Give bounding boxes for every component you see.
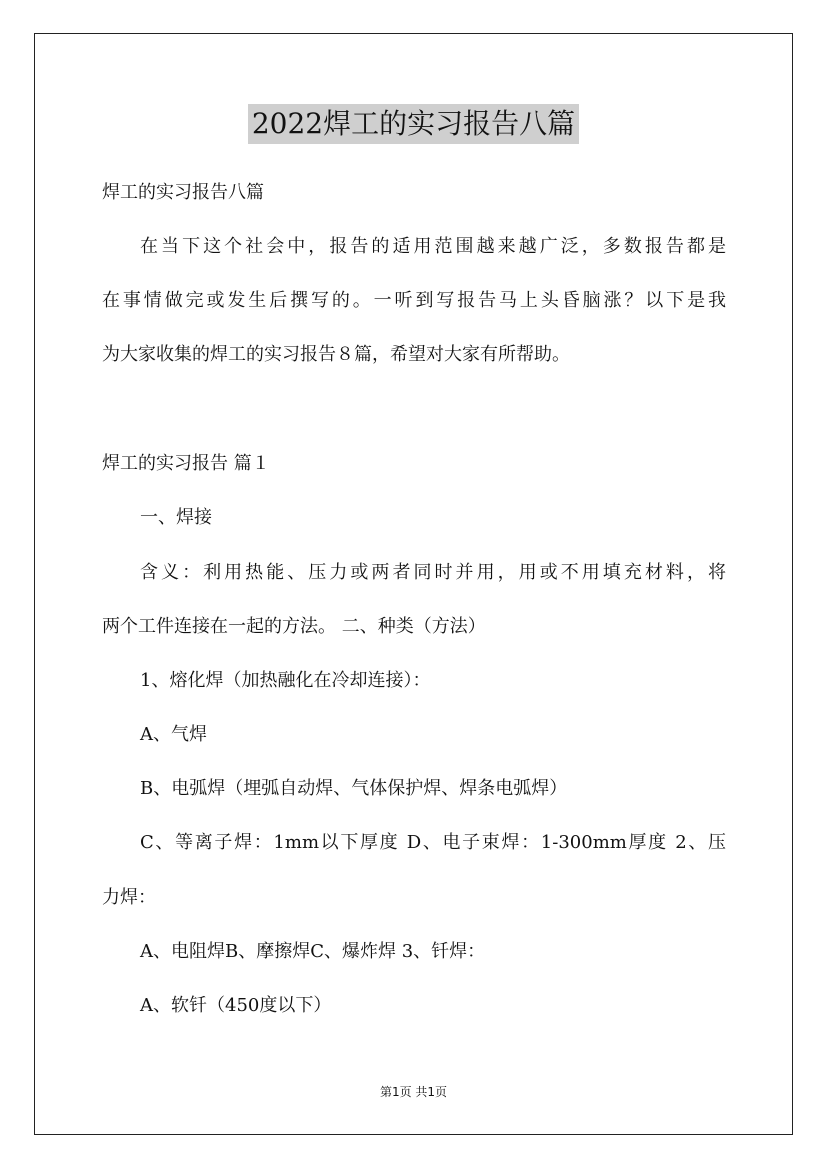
paragraph-line: 含义：利用热能、压力或两者同时并用，用或不用填充材料，将 — [140, 562, 726, 583]
paragraph-line: 在当下这个社会中，报告的适用范围越来越广泛，多数报告都是 — [140, 236, 726, 257]
document-title: 2022焊工的实习报告八篇 — [248, 104, 579, 144]
section-heading: 焊工的实习报告 篇１ — [102, 453, 270, 474]
paragraph-line: A、软钎（450度以下） — [140, 995, 332, 1016]
doc-heading-line: 焊工的实习报告八篇 — [102, 182, 264, 203]
paragraph-line: 一、焊接 — [140, 507, 212, 528]
paragraph-line: 两个工件连接在一起的方法。 二、种类（方法） — [102, 616, 486, 637]
paragraph-line: B、电弧焊（埋弧自动焊、气体保护焊、焊条电弧焊） — [140, 778, 568, 799]
document-title-container — [0, 104, 827, 144]
paragraph-line: A、气焊 — [140, 724, 207, 745]
paragraph-line: 在事情做完或发生后撰写的。一听到写报告马上头昏脑涨？以下是我 — [102, 290, 726, 311]
paragraph-line: A、电阻焊B、摩擦焊C、爆炸焊 3、钎焊： — [140, 941, 486, 962]
paragraph-line: 为大家收集的焊工的实习报告８篇，希望对大家有所帮助。 — [102, 344, 570, 365]
paragraph-line: C、等离子焊：1mm以下厚度 D、电子束焊：1-300mm厚度 2、压 — [140, 832, 726, 853]
paragraph-line: 1、熔化焊（加热融化在冷却连接）： — [140, 670, 431, 691]
page-footer: 第1页 共1页 — [379, 1085, 448, 1099]
paragraph-line: 力焊： — [102, 887, 156, 908]
